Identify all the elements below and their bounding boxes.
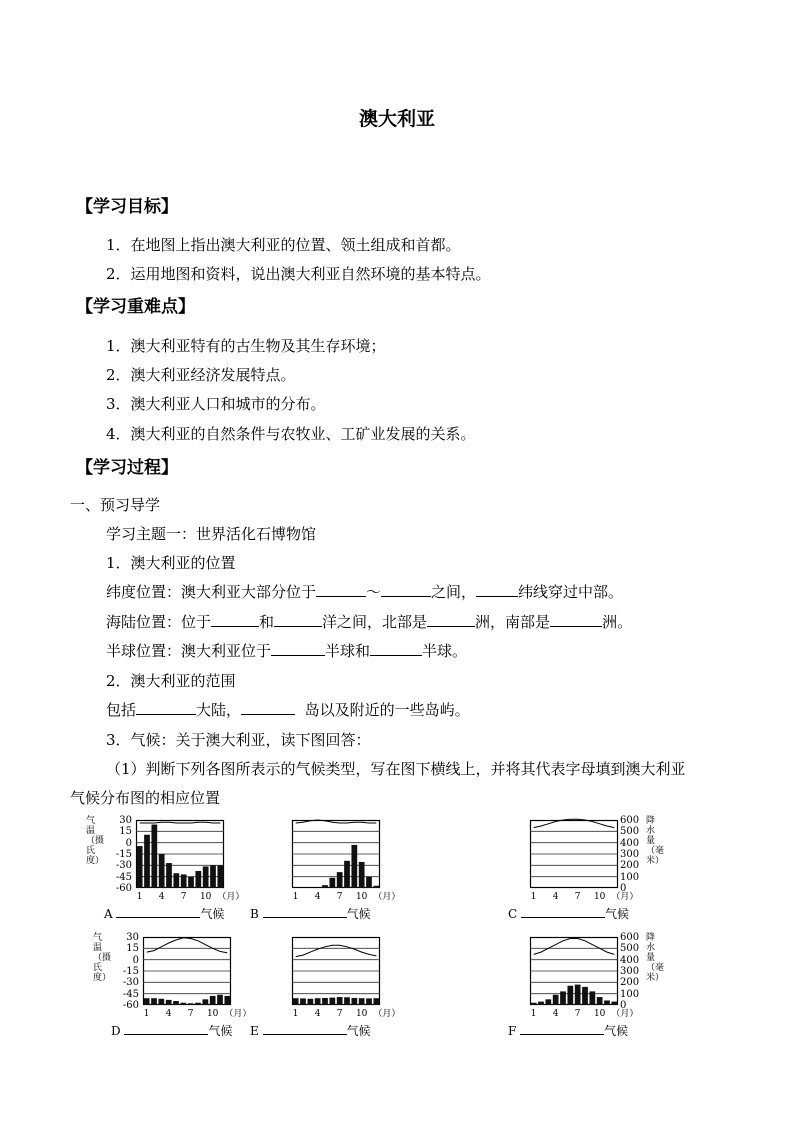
latitude-text-b: ～ <box>366 583 382 601</box>
goal-2: 2．运用地图和资料，说出澳大利亚自然环境的基本特点。 <box>106 265 491 283</box>
precip-bar <box>373 998 379 1005</box>
temperature-axis-label: 气温（摄氏度） <box>86 816 105 866</box>
sea-text-b: 和 <box>259 613 275 631</box>
chart-letter: E <box>250 1024 263 1038</box>
climate-chart-svg <box>136 820 245 904</box>
precipitation-tick-label: 500 <box>620 826 640 838</box>
question-3: 3．气候：关于澳大利亚，读下图回答： <box>106 731 371 749</box>
answer-blank[interactable] <box>241 700 295 715</box>
precip-bar <box>575 985 581 1005</box>
month-tick-label: 7 <box>187 1009 194 1019</box>
latitude-line <box>106 581 623 602</box>
hemi-text-b: 半球和 <box>325 642 371 660</box>
precip-bar <box>203 866 209 888</box>
month-tick-label: 7 <box>574 1009 581 1019</box>
heading-learning-process: 【学习过程】 <box>76 458 178 478</box>
sea-text-c: 洋之间，北部是 <box>322 613 428 631</box>
latitude-text-c: 之间， <box>431 583 477 601</box>
answer-blank[interactable] <box>116 907 200 918</box>
climate-chart-d <box>143 937 252 1021</box>
key-point-1: 1．澳大利亚特有的古生物及其生存环境； <box>106 337 386 355</box>
precip-bar <box>202 999 208 1005</box>
precipitation-tick-label: 500 <box>620 943 640 955</box>
temperature-tick-label: 0 <box>125 837 132 849</box>
precip-bar <box>181 874 187 888</box>
precip-bar <box>351 998 357 1005</box>
answer-blank[interactable] <box>370 641 422 656</box>
precipitation-tick-label: 100 <box>620 988 640 1000</box>
climate-chart-b <box>292 820 401 904</box>
temperature-line <box>296 945 377 956</box>
precip-bar <box>188 877 194 888</box>
month-tick-label: 4 <box>314 1009 321 1019</box>
chart-caption-b <box>250 905 371 922</box>
precip-bar <box>545 999 551 1005</box>
month-tick-label: 10 <box>355 892 368 902</box>
precip-bar <box>293 998 299 1005</box>
precip-bar <box>144 998 150 1005</box>
precipitation-tick-label: 0 <box>620 883 627 894</box>
climate-chart-svg <box>292 937 401 1021</box>
chart-caption-e <box>250 1022 371 1039</box>
precip-bar <box>344 861 350 888</box>
month-tick-label: 1 <box>136 892 143 902</box>
precip-bar <box>373 886 379 888</box>
precip-bar <box>217 865 223 888</box>
climate-chart-svg <box>292 820 401 904</box>
precip-bar <box>337 997 343 1005</box>
month-unit-label: （月） <box>373 1009 401 1019</box>
precip-bar <box>366 998 372 1005</box>
month-tick-label: 7 <box>336 892 343 902</box>
temperature-tick-label: -15 <box>122 966 139 977</box>
temperature-tick-label: -15 <box>115 849 132 860</box>
heading-key-points: 【学习重难点】 <box>76 297 195 317</box>
answer-blank[interactable] <box>263 1024 347 1035</box>
month-tick-label: 7 <box>180 892 187 902</box>
precipitation-axis-label: 降水量（毫米） <box>646 933 665 983</box>
temperature-axis-label: 气温（摄氏度） <box>93 933 112 983</box>
chart-letter: C <box>508 907 521 921</box>
hemi-text-a: 半球位置：澳大利亚位于 <box>106 642 272 660</box>
month-tick-label: 4 <box>552 892 559 902</box>
chart-caption-c <box>508 905 629 922</box>
month-unit-label: （月） <box>217 892 245 902</box>
precip-bar <box>531 1003 537 1005</box>
precip-bar <box>188 1003 194 1005</box>
month-tick-label: 4 <box>314 892 321 902</box>
hemisphere-line <box>106 640 467 661</box>
month-tick-label: 10 <box>593 892 606 902</box>
precip-bar <box>329 878 335 888</box>
climate-chart-e <box>292 937 401 1021</box>
page-title: 澳大利亚 <box>358 108 435 130</box>
answer-blank[interactable] <box>476 582 518 597</box>
precip-bar <box>166 863 172 888</box>
climate-chart-a <box>136 820 245 904</box>
precipitation-tick-label: 200 <box>620 860 640 872</box>
section-preview: 一、预习导学 <box>70 496 161 514</box>
precip-bar <box>597 997 603 1005</box>
range-text-b: 大陆， <box>196 701 242 719</box>
chart-letter: F <box>508 1024 521 1038</box>
month-tick-label: 4 <box>165 1009 172 1019</box>
month-unit-label: （月） <box>373 892 401 902</box>
precip-bar <box>173 1001 179 1005</box>
precip-bar <box>567 986 573 1005</box>
question-2: 2．澳大利亚的范围 <box>106 672 236 690</box>
answer-blank[interactable] <box>427 612 475 627</box>
precip-bar <box>300 998 306 1005</box>
chart-caption-f <box>508 1022 628 1039</box>
month-unit-label: （月） <box>611 1009 639 1019</box>
precip-bar <box>351 845 357 888</box>
precip-bar <box>344 997 350 1005</box>
month-tick-label: 4 <box>158 892 165 902</box>
temperature-tick-label: -60 <box>122 1000 139 1011</box>
precipitation-tick-label: 0 <box>620 1000 627 1011</box>
precip-bar <box>322 885 328 888</box>
temperature-line <box>534 939 615 955</box>
precip-bar <box>224 996 230 1005</box>
precip-bar <box>604 1000 610 1005</box>
chart-letter: D <box>111 1024 125 1038</box>
answer-blank[interactable] <box>211 612 259 627</box>
precipitation-tick-label: 600 <box>620 815 640 826</box>
answer-blank[interactable] <box>521 907 605 918</box>
precipitation-tick-label: 600 <box>620 932 640 943</box>
precip-bar <box>560 991 566 1005</box>
month-tick-label: 10 <box>206 1009 219 1019</box>
sea-land-line <box>106 611 632 632</box>
temperature-tick-label: -45 <box>122 988 139 1000</box>
question-1: 1．澳大利亚的位置 <box>106 554 236 572</box>
precip-bar <box>553 995 559 1005</box>
caption-suffix: 气候 <box>604 1024 629 1038</box>
precip-bar <box>359 862 365 888</box>
month-tick-label: 1 <box>292 892 299 902</box>
latitude-text-d: 纬线穿过中部。 <box>518 583 624 601</box>
key-point-3: 3．澳大利亚人口和城市的分布。 <box>106 395 326 413</box>
temperature-line <box>140 822 221 823</box>
temperature-tick-label: 0 <box>132 954 139 966</box>
temperature-tick-label: 15 <box>126 943 139 955</box>
precip-bar <box>322 998 328 1005</box>
temperature-tick-label: 15 <box>119 826 132 838</box>
climate-chart-svg <box>143 937 252 1021</box>
answer-blank[interactable] <box>381 582 431 597</box>
answer-blank[interactable] <box>274 612 322 627</box>
month-unit-label: （月） <box>611 892 639 902</box>
precip-bar <box>144 835 150 888</box>
precip-bar <box>217 995 223 1005</box>
month-tick-label: 1 <box>292 1009 299 1019</box>
topic-1: 学习主题一：世界活化石博物馆 <box>106 525 317 543</box>
caption-suffix: 气候 <box>346 907 371 921</box>
question-3-1-b: 气候分布图的相应位置 <box>70 789 221 807</box>
heading-learning-goals: 【学习目标】 <box>76 197 178 217</box>
precip-bar <box>159 854 165 888</box>
precipitation-tick-label: 200 <box>620 977 640 989</box>
range-text-c: 岛以及附近的一些岛屿。 <box>304 701 470 719</box>
temperature-line <box>147 938 228 953</box>
precip-bar <box>366 877 372 888</box>
answer-blank[interactable] <box>124 1024 208 1035</box>
key-point-2: 2．澳大利亚经济发展特点。 <box>106 366 296 384</box>
precip-bar <box>337 872 343 888</box>
sea-text-e: 洲。 <box>602 613 633 631</box>
temperature-tick-label: 30 <box>119 815 132 826</box>
answer-blank[interactable] <box>520 1024 604 1035</box>
month-tick-label: 10 <box>593 1009 606 1019</box>
month-tick-label: 7 <box>336 1009 343 1019</box>
precip-bar <box>582 987 588 1005</box>
caption-suffix: 气候 <box>200 907 225 921</box>
month-unit-label: （月） <box>224 1009 252 1019</box>
precip-bar <box>195 871 201 888</box>
range-line <box>106 699 470 720</box>
chart-letter: A <box>104 907 117 921</box>
chart-letter: B <box>250 907 263 921</box>
precip-bar <box>329 998 335 1005</box>
temperature-tick-label: -60 <box>115 883 132 894</box>
precip-bar <box>180 1003 186 1005</box>
precipitation-axis-label: 降水量（毫米） <box>646 816 665 866</box>
month-tick-label: 1 <box>530 892 537 902</box>
precip-bar <box>307 999 313 1005</box>
precipitation-tick-label: 400 <box>620 954 640 966</box>
precip-bar <box>589 991 595 1005</box>
month-tick-label: 1 <box>143 1009 150 1019</box>
temperature-tick-label: -45 <box>115 871 132 883</box>
precip-bar <box>151 825 157 888</box>
caption-suffix: 气候 <box>346 1024 371 1038</box>
latitude-text-a: 纬度位置：澳大利亚大部分位于 <box>106 583 317 601</box>
precip-bar <box>195 1003 201 1005</box>
hemi-text-c: 半球。 <box>422 642 468 660</box>
precip-bar <box>538 1002 544 1005</box>
precip-bar <box>210 996 216 1005</box>
answer-blank[interactable] <box>550 612 602 627</box>
temperature-tick-label: 30 <box>126 932 139 943</box>
temperature-tick-label: -30 <box>122 977 139 989</box>
caption-suffix: 气候 <box>605 907 630 921</box>
precip-bar <box>151 998 157 1005</box>
month-tick-label: 7 <box>574 892 581 902</box>
precip-bar <box>315 998 321 1005</box>
chart-caption-a <box>104 905 225 922</box>
range-text-a: 包括 <box>106 701 137 719</box>
month-tick-label: 4 <box>552 1009 559 1019</box>
precip-bar <box>166 1000 172 1005</box>
temperature-tick-label: -30 <box>115 860 132 872</box>
answer-blank[interactable] <box>316 582 366 597</box>
month-tick-label: 10 <box>199 892 212 902</box>
month-tick-label: 1 <box>530 1009 537 1019</box>
precip-bar <box>158 999 164 1005</box>
answer-blank[interactable] <box>263 907 347 918</box>
answer-blank[interactable] <box>271 641 325 656</box>
goal-1: 1．在地图上指出澳大利亚的位置、领土组成和首都。 <box>106 236 461 254</box>
chart-caption-d <box>111 1022 232 1039</box>
precipitation-tick-label: 100 <box>620 871 640 883</box>
precip-bar <box>210 865 216 888</box>
precipitation-tick-label: 300 <box>620 849 640 860</box>
key-point-4: 4．澳大利亚的自然条件与农牧业、工矿业发展的关系。 <box>106 425 476 443</box>
caption-suffix: 气候 <box>208 1024 233 1038</box>
precipitation-tick-label: 300 <box>620 966 640 977</box>
answer-blank[interactable] <box>136 700 196 715</box>
sea-text-a: 海陆位置：位于 <box>106 613 212 631</box>
sea-text-d: 洲，南部是 <box>475 613 551 631</box>
precip-bar <box>611 1002 617 1005</box>
precip-bar <box>359 998 365 1005</box>
precipitation-tick-label: 400 <box>620 837 640 849</box>
month-tick-label: 10 <box>355 1009 368 1019</box>
question-3-1-a: （1）判断下列各图所表示的气候类型，写在图下横线上，并将其代表字母填到澳大利亚 <box>106 760 686 778</box>
precip-bar <box>173 873 179 888</box>
precip-bar <box>137 846 143 888</box>
